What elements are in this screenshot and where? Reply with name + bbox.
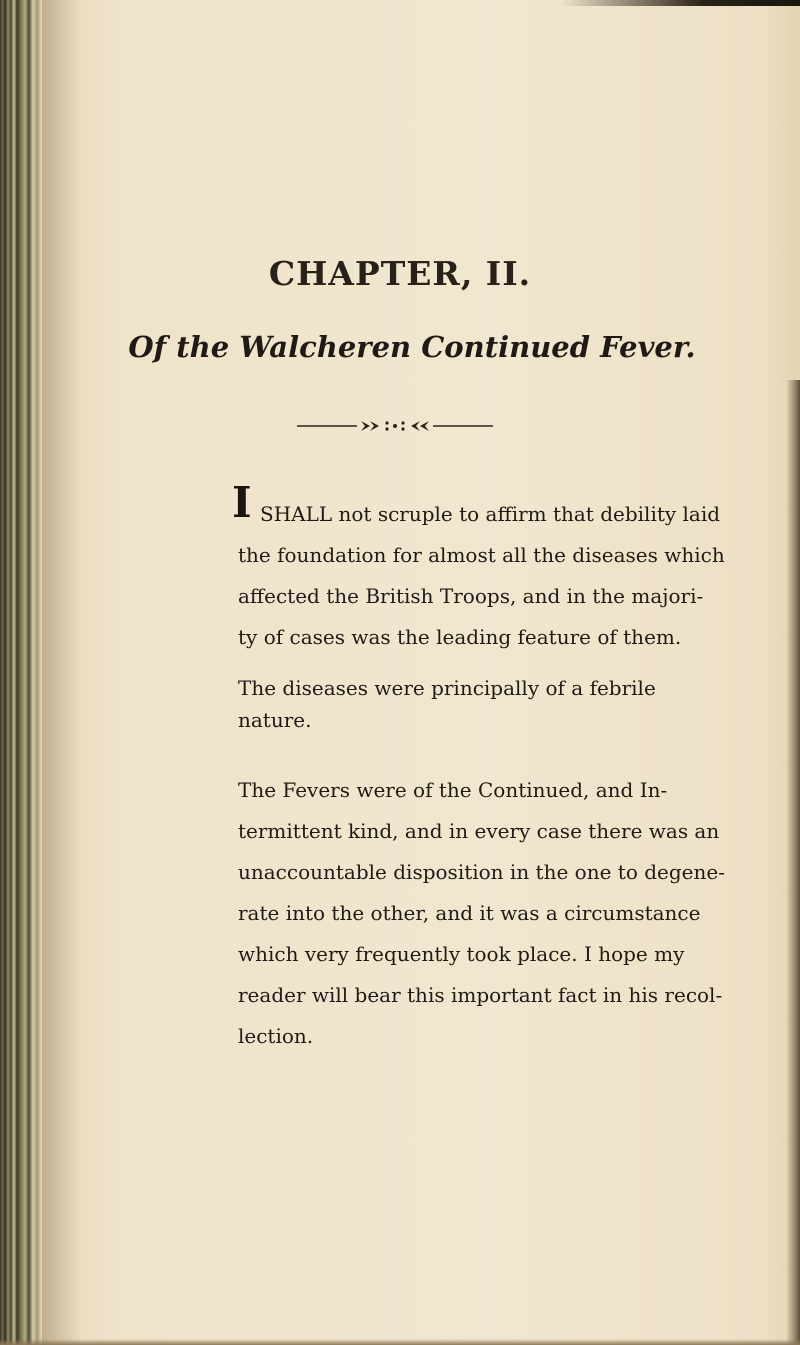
gutter-shadow (42, 0, 82, 1345)
text-line: termittent kind, and in every case there was an (238, 819, 720, 843)
chapter-subtitle: Of the Walcheren Continued Fever. (128, 330, 696, 364)
text-line: The diseases were principally of a febrile (238, 676, 656, 700)
paragraph-3 (238, 770, 758, 1057)
page-bottom-edge (0, 1339, 800, 1345)
text-line: lection. (238, 1024, 314, 1048)
page-top-edge (560, 0, 800, 6)
ornament-rule-icon (295, 418, 495, 434)
text-line: rate into the other, and it was a circumstance (238, 901, 701, 925)
book-binding (0, 0, 42, 1345)
paragraph-2 (238, 668, 758, 731)
text-line: ty of cases was the leading feature of them. (238, 625, 682, 649)
text-line: unaccountable disposition in the one to degene- (238, 860, 725, 884)
text-line: affected the British Troops, and in the majori- (238, 584, 704, 608)
text-line: reader will bear this important fact in his recol- (238, 983, 723, 1007)
paragraph-1 (238, 494, 758, 658)
text-line: which very frequently took place. I hope my (238, 942, 685, 966)
text-line: nature. (238, 708, 312, 732)
text-line: the foundation for almost all the diseases which (238, 543, 725, 567)
drop-cap-letter: I (232, 478, 252, 527)
page-right-edge (786, 380, 800, 1345)
chapter-heading: CHAPTER, II. (268, 254, 532, 293)
text-line: SHALL not scruple to affirm that debility laid (260, 502, 721, 526)
text-line: The Fevers were of the Continued, and In- (238, 778, 668, 802)
